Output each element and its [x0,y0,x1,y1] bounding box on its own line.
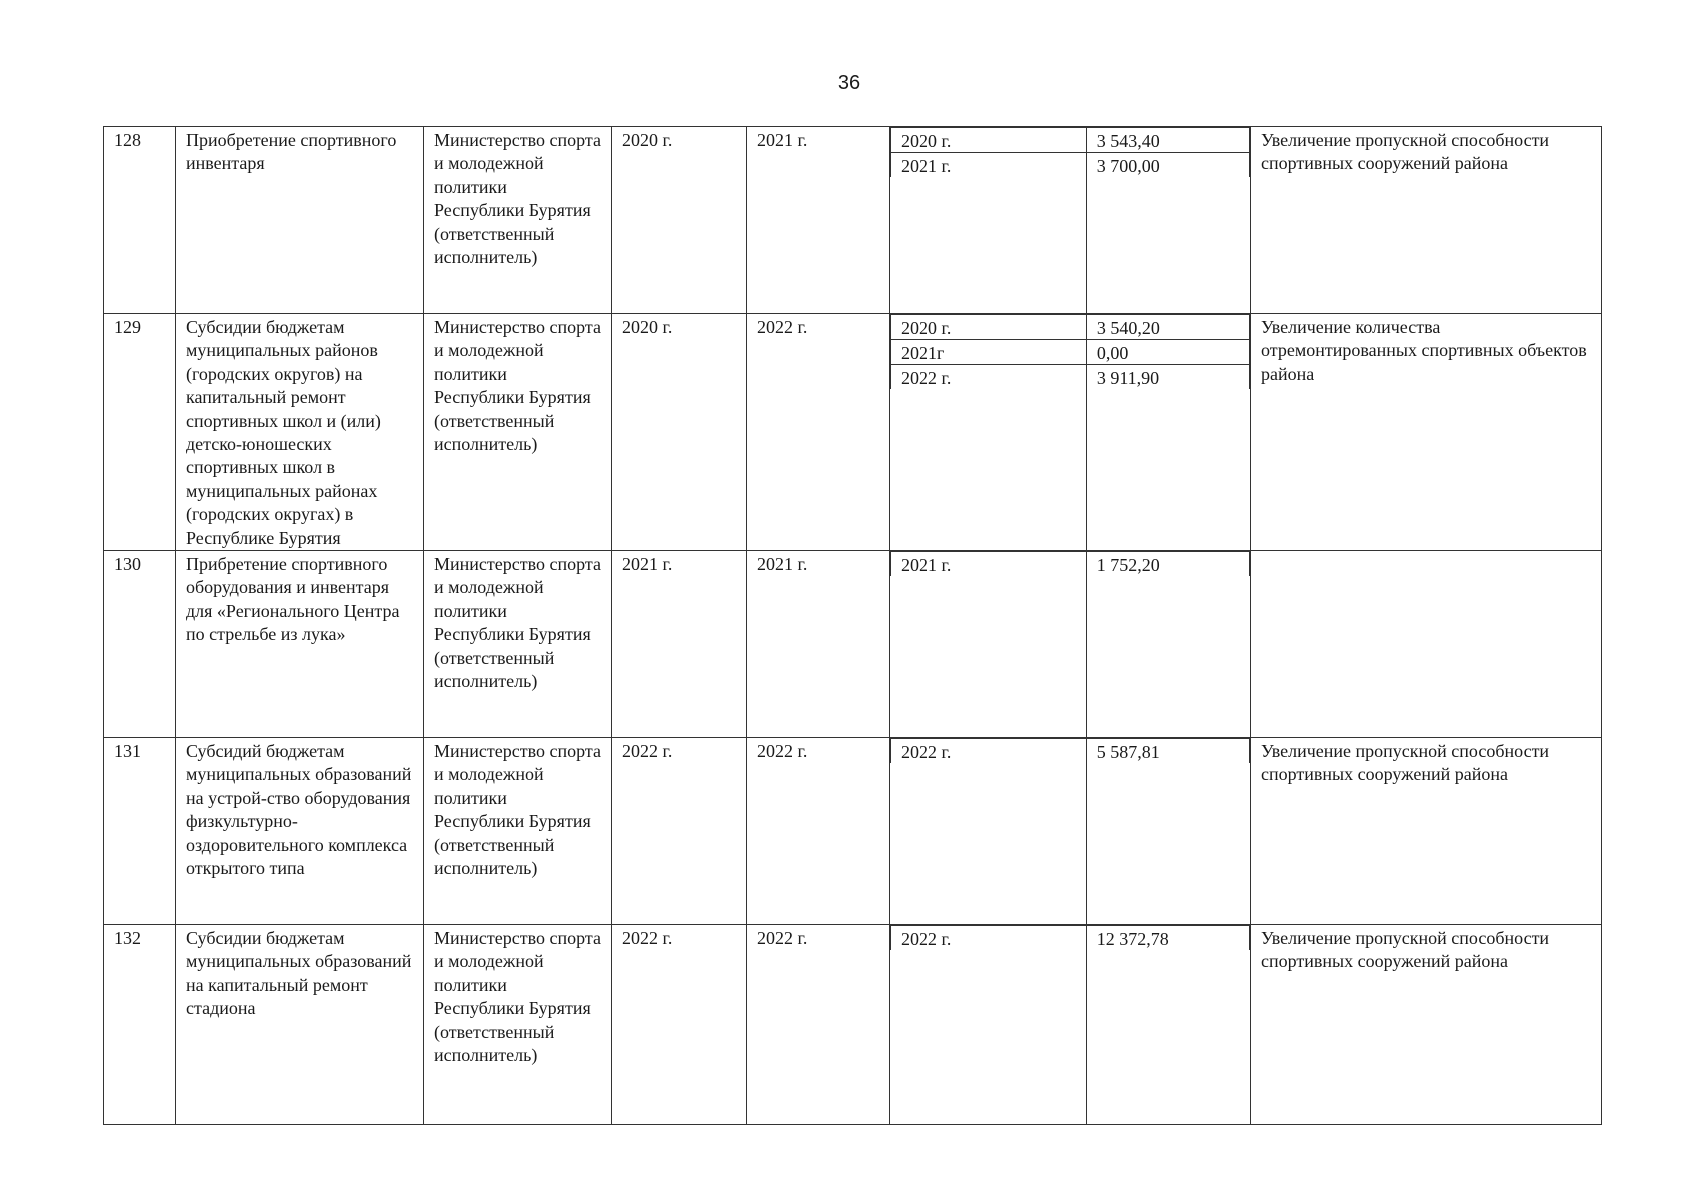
funding-amount: 1 752,20 [1086,552,1249,577]
funding-amount: 3 543,40 [1086,128,1249,153]
funding-periods-table [890,314,1250,389]
end-year-cell: 2022 г. [747,925,890,1125]
funding-period-row [891,739,1250,764]
funding-periods-table [890,738,1250,763]
funding-periods-table [890,127,1250,177]
end-year-cell: 2021 г. [747,551,890,738]
end-year-cell: 2022 г. [747,314,890,551]
column-divider [1086,314,1087,550]
column-divider [1086,738,1087,924]
start-year-cell: 2021 г. [612,551,747,738]
funding-amount: 3 700,00 [1086,153,1249,178]
executor-cell: Министерство спорта и молодежной политики Республики Бурятия (ответственный исполнитель) [424,551,612,738]
column-divider [1086,925,1087,1124]
start-year-cell: 2020 г. [612,314,747,551]
funding-year: 2022 г. [891,926,1087,951]
executor-cell: Министерство спорта и молодежной политики Республики Бурятия (ответственный исполнитель) [424,127,612,314]
expected-result-cell [1251,551,1602,738]
start-year-cell: 2022 г. [612,925,747,1125]
expected-result-cell: Увеличение пропускной способности спортивных сооружений района [1251,738,1602,925]
row-number-cell: 129 [104,314,176,551]
activity-name-cell: Субсидии бюджетам муниципальных образований на капитальный ремонт стадиона [176,925,424,1125]
start-year-cell: 2020 г. [612,127,747,314]
row-number-cell: 128 [104,127,176,314]
table-row [104,925,1602,1125]
funding-amount: 5 587,81 [1086,739,1249,764]
executor-cell: Министерство спорта и молодежной политики Республики Бурятия (ответственный исполнитель) [424,925,612,1125]
funding-year: 2021 г. [891,552,1087,577]
row-number-cell: 131 [104,738,176,925]
table-row [104,314,1602,551]
funding-period-row [891,340,1250,365]
executor-cell: Министерство спорта и молодежной политики Республики Бурятия (ответственный исполнитель) [424,738,612,925]
funding-amount: 0,00 [1086,340,1249,365]
funding-year: 2022 г. [891,739,1087,764]
funding-periods-cell [890,925,1251,1125]
table-row [104,127,1602,314]
expected-result-cell: Увеличение пропускной способности спортивных сооружений района [1251,925,1602,1125]
activity-name-cell: Субсидий бюджетам муниципальных образований на устрой-ство оборудования физкультурно-оздоровительного комплекса открытого типа [176,738,424,925]
funding-year: 2020 г. [891,128,1087,153]
row-number-cell: 132 [104,925,176,1125]
activity-name-cell: Прибретение спортивного оборудования и инвентаря для «Регионального Центра по стрельбе из лука» [176,551,424,738]
funding-year: 2020 г. [891,315,1087,340]
expected-result-cell: Увеличение количества отремонтированных спортивных объектов района [1251,314,1602,551]
funding-periods-cell [890,738,1251,925]
row-number-cell: 130 [104,551,176,738]
table-body [104,127,1602,1125]
funding-periods-table [890,551,1250,576]
funding-year: 2021 г. [891,153,1087,178]
funding-periods-cell [890,551,1251,738]
funding-amount: 12 372,78 [1086,926,1249,951]
expected-result-cell: Увеличение пропускной способности спортивных сооружений района [1251,127,1602,314]
funding-period-row [891,153,1250,178]
funding-amount: 3 540,20 [1086,315,1249,340]
funding-period-row [891,365,1250,390]
funding-periods-table [890,925,1250,950]
funding-periods-cell [890,314,1251,551]
end-year-cell: 2022 г. [747,738,890,925]
funding-year: 2021г [891,340,1087,365]
column-divider [1086,127,1087,313]
end-year-cell: 2021 г. [747,127,890,314]
funding-period-row [891,315,1250,340]
funding-period-row [891,128,1250,153]
page-number: 36 [837,72,861,94]
table-row [104,551,1602,738]
funding-period-row [891,926,1250,951]
column-divider [1086,551,1087,737]
start-year-cell: 2022 г. [612,738,747,925]
activity-name-cell: Субсидии бюджетам муниципальных районов (городских округов) на капитальный ремонт спортивных школ и (или) детско-юношеских спортивных школ в муниципальных районах (городских округах) в Республике Бурятия [176,314,424,551]
funding-period-row [891,552,1250,577]
funding-year: 2022 г. [891,365,1087,390]
activities-table [103,126,1602,1125]
funding-periods-cell [890,127,1251,314]
funding-amount: 3 911,90 [1086,365,1249,390]
activity-name-cell: Приобретение спортивного инвентаря [176,127,424,314]
executor-cell: Министерство спорта и молодежной политики Республики Бурятия (ответственный исполнитель) [424,314,612,551]
table-row [104,738,1602,925]
